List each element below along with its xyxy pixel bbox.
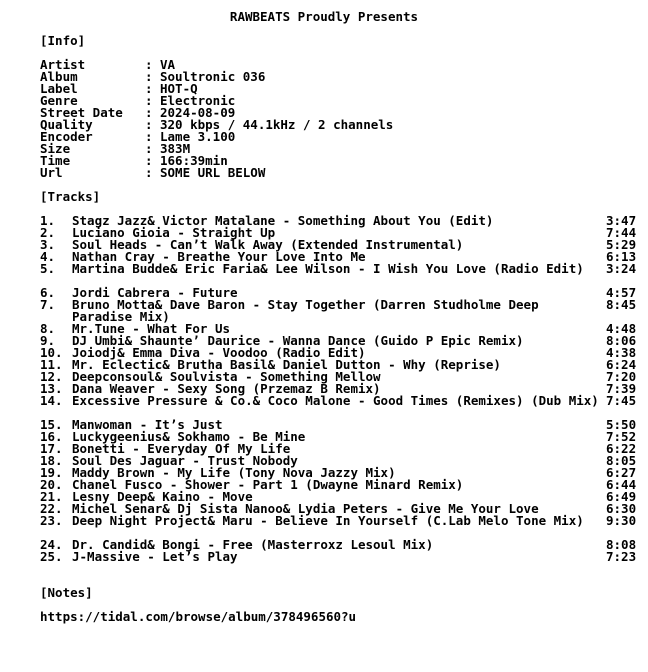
info-key: Artist <box>40 57 86 72</box>
info-key: Label <box>40 81 78 96</box>
track-number: 6. <box>40 285 56 300</box>
track-duration: 6:49 <box>606 489 637 504</box>
info-key: Time <box>40 153 71 168</box>
notes-heading: [Notes] <box>40 585 93 600</box>
track-number: 10. <box>40 345 63 360</box>
info-separator: : <box>145 165 153 180</box>
track-duration: 7:44 <box>606 225 637 240</box>
info-value: 320 kbps / 44.1kHz / 2 channels <box>160 117 394 132</box>
info-heading: [Info] <box>40 33 86 48</box>
track-number: 16. <box>40 429 63 444</box>
track-duration: 8:06 <box>606 333 637 348</box>
track-duration: 6:30 <box>606 501 637 516</box>
track-number: 7. <box>40 297 56 312</box>
track-title: Bruno Motta& Dave Baron - Stay Together (Darren Studholme Deep Paradise Mix) <box>72 297 539 324</box>
track-duration: 7:52 <box>606 429 637 444</box>
info-value: Electronic <box>160 93 236 108</box>
info-value: VA <box>160 57 176 72</box>
track-title: Lesny Deep& Kaino - Move <box>72 489 253 504</box>
track-title: Nathan Cray - Breathe Your Love Into Me <box>72 249 366 264</box>
track-title: Mr. Eclectic& Brutha Basil& Daniel Dutton - Why (Reprise) <box>72 357 501 372</box>
track-title: Luciano Gioia - Straight Up <box>72 225 276 240</box>
track-title: Bonetti - Everyday Of My Life <box>72 441 291 456</box>
track-duration: 5:29 <box>606 237 637 252</box>
track-title: Jordi Cabrera - Future <box>72 285 238 300</box>
track-title: J-Massive - Let’s Play <box>72 549 238 564</box>
track-number: 15. <box>40 417 63 432</box>
track-duration: 9:30 <box>606 513 637 528</box>
track-number: 20. <box>40 477 63 492</box>
track-title: Michel Senar& Dj Sista Nanoo& Lydia Peters - Give Me Your Love <box>72 501 539 516</box>
track-title: Mr.Tune - What For Us <box>72 321 231 336</box>
track-number: 3. <box>40 237 56 252</box>
track-duration: 8:45 <box>606 297 637 312</box>
track-number: 22. <box>40 501 63 516</box>
track-duration: 6:44 <box>606 477 637 492</box>
track-duration: 4:57 <box>606 285 637 300</box>
info-value: Soultronic 036 <box>160 69 266 84</box>
track-duration: 7:20 <box>606 369 637 384</box>
track-title: Dana Weaver - Sexy Song (Przemaz B Remix) <box>72 381 381 396</box>
track-duration: 3:47 <box>606 213 637 228</box>
info-separator: : <box>145 81 153 96</box>
info-separator: : <box>145 57 153 72</box>
track-duration: 6:27 <box>606 465 637 480</box>
track-duration: 8:05 <box>606 453 637 468</box>
track-number: 21. <box>40 489 63 504</box>
track-number: 19. <box>40 465 63 480</box>
track-title: Stagz Jazz& Victor Matalane - Something About You (Edit) <box>72 213 494 228</box>
info-value: 2024-08-09 <box>160 105 236 120</box>
info-value: SOME URL BELOW <box>160 165 266 180</box>
page-title: RAWBEATS Proudly Presents <box>229 9 419 24</box>
track-title: Deep Night Project& Maru - Believe In Yourself (C.Lab Melo Tone Mix) <box>72 513 584 528</box>
track-title: Joiodj& Emma Diva - Voodoo (Radio Edit) <box>72 345 366 360</box>
info-key: Street Date <box>40 105 123 120</box>
track-title: DJ Umbi& Shaunte’ Daurice - Wanna Dance (Guido P Epic Remix) <box>72 333 524 348</box>
notes-url[interactable]: https://tidal.com/browse/album/378496560?u <box>40 609 357 624</box>
info-key: Quality <box>40 117 93 132</box>
track-title: Deepconsoul& Soulvista - Something Mellow <box>72 369 381 384</box>
tracks-heading: [Tracks] <box>40 189 101 204</box>
info-value: Lame 3.100 <box>160 129 236 144</box>
track-number: 5. <box>40 261 56 276</box>
track-duration: 6:24 <box>606 357 637 372</box>
track-number: 23. <box>40 513 63 528</box>
track-number: 14. <box>40 393 63 408</box>
track-duration: 3:24 <box>606 261 637 276</box>
info-key: Album <box>40 69 78 84</box>
track-number: 8. <box>40 321 56 336</box>
info-value: 383M <box>160 141 191 156</box>
track-number: 18. <box>40 453 63 468</box>
track-number: 24. <box>40 537 63 552</box>
info-key: Size <box>40 141 71 156</box>
track-number: 13. <box>40 381 63 396</box>
track-number: 12. <box>40 369 63 384</box>
track-duration: 6:22 <box>606 441 637 456</box>
info-separator: : <box>145 93 153 108</box>
track-duration: 5:50 <box>606 417 637 432</box>
info-key: Url <box>40 165 63 180</box>
track-title: Martina Budde& Eric Faria& Lee Wilson - I Wish You Love (Radio Edit) <box>72 261 584 276</box>
track-number: 11. <box>40 357 63 372</box>
track-title: Luckygeenius& Sokhamo - Be Mine <box>72 429 306 444</box>
track-duration: 7:23 <box>606 549 637 564</box>
track-number: 2. <box>40 225 56 240</box>
track-duration: 7:39 <box>606 381 637 396</box>
track-number: 25. <box>40 549 63 564</box>
info-key: Encoder <box>40 129 93 144</box>
track-title: Soul Des Jaguar - Trust Nobody <box>72 453 298 468</box>
track-title: Excessive Pressure & Co.& Coco Malone - Good Times (Remixes) (Dub Mix) <box>72 393 599 408</box>
info-separator: : <box>145 117 153 132</box>
track-title: Soul Heads - Can’t Walk Away (Extended Instrumental) <box>72 237 464 252</box>
track-title: Manwoman - It’s Just <box>72 417 223 432</box>
track-number: 17. <box>40 441 63 456</box>
info-separator: : <box>145 153 153 168</box>
track-duration: 7:45 <box>606 393 637 408</box>
info-key: Genre <box>40 93 78 108</box>
info-separator: : <box>145 69 153 84</box>
info-separator: : <box>145 129 153 144</box>
track-duration: 4:38 <box>606 345 637 360</box>
track-title: Dr. Candid& Bongi - Free (Masterroxz Lesoul Mix) <box>72 537 434 552</box>
track-title: Chanel Fusco - Shower - Part 1 (Dwayne Minard Remix) <box>72 477 464 492</box>
track-duration: 6:13 <box>606 249 637 264</box>
info-value: HOT-Q <box>160 81 198 96</box>
track-title: Maddy Brown - My Life (Tony Nova Jazzy Mix) <box>72 465 396 480</box>
info-separator: : <box>145 141 153 156</box>
track-duration: 4:48 <box>606 321 637 336</box>
track-number: 9. <box>40 333 56 348</box>
track-number: 4. <box>40 249 56 264</box>
info-separator: : <box>145 105 153 120</box>
info-value: 166:39min <box>160 153 228 168</box>
track-duration: 8:08 <box>606 537 637 552</box>
track-number: 1. <box>40 213 56 228</box>
